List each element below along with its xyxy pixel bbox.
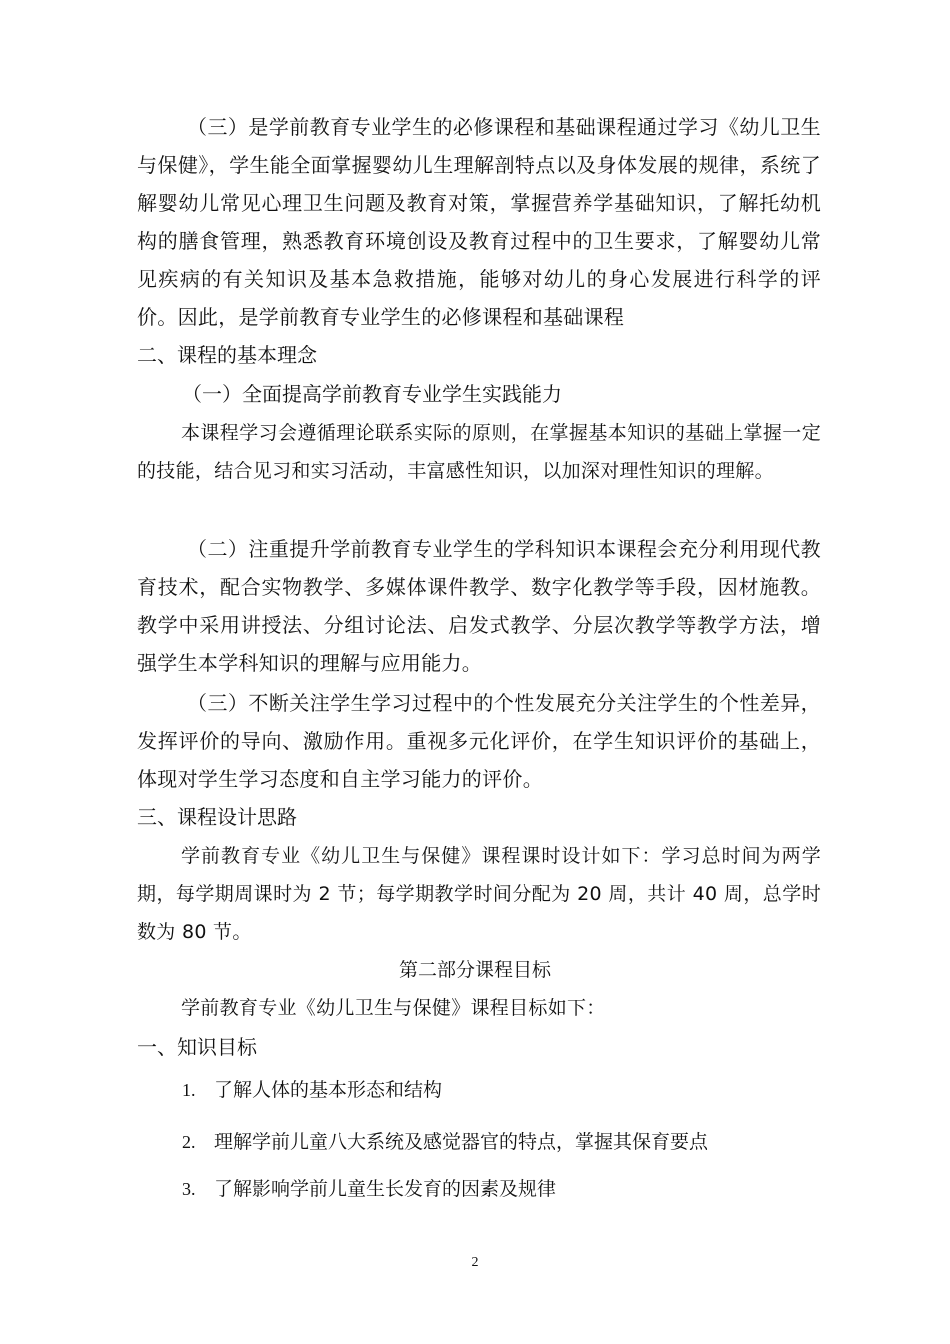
list-item-number: 3. (182, 1179, 196, 1199)
section-heading-design-ideas: 三、课程设计思路 (137, 805, 297, 829)
paragraph-class-hours: 学前教育专业《幼儿卫生与保健》课程课时设计如下：学习总时间为两学期，每学期周课时为 2 节；每学期教学时间分配为 20 周，共计 40 周，总学时数为 80 节。 (137, 845, 821, 943)
list-item (182, 1075, 442, 1105)
list-item-number: 1. (182, 1080, 196, 1100)
list-item-number: 2. (182, 1132, 196, 1152)
paragraph-theory-practice: 本课程学习会遵循理论联系实际的原则，在掌握基本知识的基础上掌握一定的技能，结合见习和实习活动，丰富感性知识，以加深对理性知识的理解。 (137, 422, 821, 482)
list-item (182, 1127, 708, 1157)
subheading-practice-ability: （一）全面提高学前教育专业学生实践能力 (182, 382, 562, 406)
paragraph-course-nature: （三）是学前教育专业学生的必修课程和基础课程通过学习《幼儿卫生与保健》，学生能全面掌握婴幼儿生理解剖特点以及身体发展的规律，系统了解婴幼儿常见心理卫生问题及教育对策，掌握营养学基础知识，了解托幼机构的膳食管理，熟悉教育环境创设及教育过程中的卫生要求，了解婴幼儿常见疾病的有关知识及基本急救措施，能够对幼儿的身心发展进行科学的评价。因此，是学前教育专业学生的必修课程和基础课程 (137, 115, 821, 329)
list-item-text: 了解影响学前儿童生长发育的因素及规律 (214, 1178, 557, 1200)
part-two-title: 第二部分课程目标 (398, 959, 551, 981)
list-item (182, 1174, 556, 1204)
paragraph-individual-development: （三）不断关注学生学习过程中的个性发展充分关注学生的个性差异，发挥评价的导向、激励作用。重视多元化评价，在学生知识评价的基础上，体现对学生学习态度和自主学习能力的评价。 (137, 691, 821, 791)
page-number: 2 (471, 1255, 479, 1270)
list-item-text: 了解人体的基本形态和结构 (214, 1079, 443, 1101)
paragraph-subject-knowledge: （二）注重提升学前教育专业学生的学科知识本课程会充分利用现代教育技术，配合实物教学、多媒体课件教学、数字化教学等手段，因材施教。教学中采用讲授法、分组讨论法、启发式教学、分层次教学等教学方法，增强学生本学科知识的理解与应用能力。 (137, 537, 821, 675)
section-heading-knowledge-goals: 一、知识目标 (137, 1035, 257, 1059)
paragraph-goals-intro: 学前教育专业《幼儿卫生与保健》课程目标如下： (181, 997, 606, 1019)
list-item-text: 理解学前儿童八大系统及感觉器官的特点，掌握其保育要点 (214, 1131, 709, 1153)
section-heading-basic-concept: 二、课程的基本理念 (137, 343, 317, 367)
